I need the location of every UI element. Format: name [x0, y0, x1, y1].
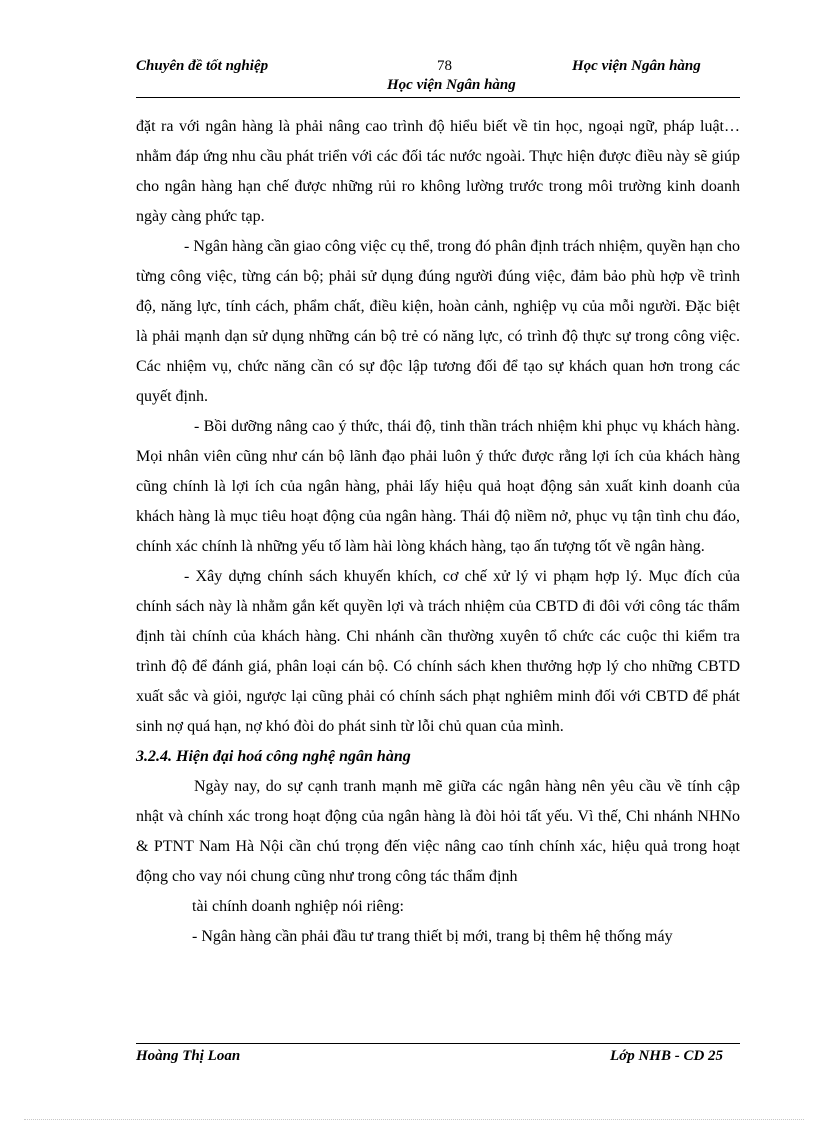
paragraph-training: - Bồi dưỡng nâng cao ý thức, thái độ, tinh thần trách nhiệm khi phục vụ khách hàng. Mọi nhân viên cũng như cán bộ lãnh đạo phải luôn ý thức được rằng lợi ích của khách hàng cũng chính là lợi ích của ngân hàng, phải lấy hiệu quả hoạt động sản xuất kinh doanh của khách hàng là mục tiêu hoạt động của ngân hàng. Thái độ niềm nở, phục vụ tận tình chu đáo, chính xác chính là những yếu tố làm hài lòng khách hàng, tạo ấn tượng tốt về ngân hàng.: [136, 418, 740, 555]
footer-author: Hoàng Thị Loan: [136, 1048, 241, 1064]
document-body: [136, 112, 740, 952]
page-number: 78: [437, 58, 452, 74]
section-heading: 3.2.4. Hiện đại hoá công nghệ ngân hàng: [136, 748, 411, 765]
paragraph-equipment-investment: - Ngân hàng cần phải đầu tư trang thiết bị mới, trang bị thêm hệ thống máy: [192, 928, 673, 945]
paragraph-incentive-policy: - Xây dựng chính sách khuyến khích, cơ chế xử lý vi phạm hợp lý. Mục đích của chính sách này là nhằm gắn kết quyền lợi và trách nhiệm của CBTD đi đôi với công tác thẩm định tài chính của khách hàng. Chi nhánh cần thường xuyên tổ chức các cuộc thi kiểm tra trình độ để đánh giá, phân loại cán bộ. Có chính sách khen thưởng hợp lý cho những CBTD xuất sắc và giỏi, ngược lại cũng phải có chính sách phạt nghiêm minh đối với CBTD để phát sinh nợ quá hạn, nợ khó đòi do phát sinh từ lỗi chủ quan của mình.: [136, 568, 740, 735]
footer-class: Lớp NHB - CD 25: [610, 1048, 724, 1064]
paragraph-modernization: Ngày nay, do sự cạnh tranh mạnh mẽ giữa các ngân hàng nên yêu cầu về tính cập nhật và chính xác trong hoạt động của ngân hàng là đòi hỏi tất yếu. Vì thế, Chi nhánh NHNo & PTNT Nam Hà Nội cần chú trọng đến việc nâng cao tính chính xác, hiệu quả trong hoạt động cho vay nói chung cũng như trong công tác thẩm định: [136, 778, 740, 885]
header-rule: [136, 97, 740, 98]
header-document-title: Chuyên đề tốt nghiệp: [136, 58, 269, 74]
paragraph-modernization-tail: tài chính doanh nghiệp nói riêng:: [192, 898, 404, 915]
paragraph-continuation: đặt ra với ngân hàng là phải nâng cao trình độ hiểu biết về tin học, ngoại ngữ, pháp luật… nhằm đáp ứng nhu cầu phát triển với các đối tác nước ngoài. Thực hiện được điều này sẽ giúp cho ngân hàng hạn chế được những rủi ro không lường trước trong môi trường kinh doanh ngày càng phức tạp.: [136, 118, 740, 225]
footer-rule: [136, 1043, 740, 1044]
header-institution: Học viện Ngân hàng: [572, 58, 701, 74]
paragraph-task-assignment: - Ngân hàng cần giao công việc cụ thể, trong đó phân định trách nhiệm, quyền hạn cho từng công việc, từng cán bộ; phải sử dụng đúng người đúng việc, đảm bảo phù hợp về trình độ, năng lực, tính cách, phẩm chất, điều kiện, hoàn cảnh, nghiệp vụ của mỗi người. Đặc biệt là phải mạnh dạn sử dụng những cán bộ trẻ có năng lực, có trình độ thực sự trong công việc. Các nhiệm vụ, chức năng cần có sự độc lập tương đối để tạo sự khách quan hơn trong các quyết định.: [136, 238, 740, 405]
page-edge-dotted-line: [24, 1119, 804, 1120]
header-institution-sub: Học viện Ngân hàng: [387, 77, 516, 93]
